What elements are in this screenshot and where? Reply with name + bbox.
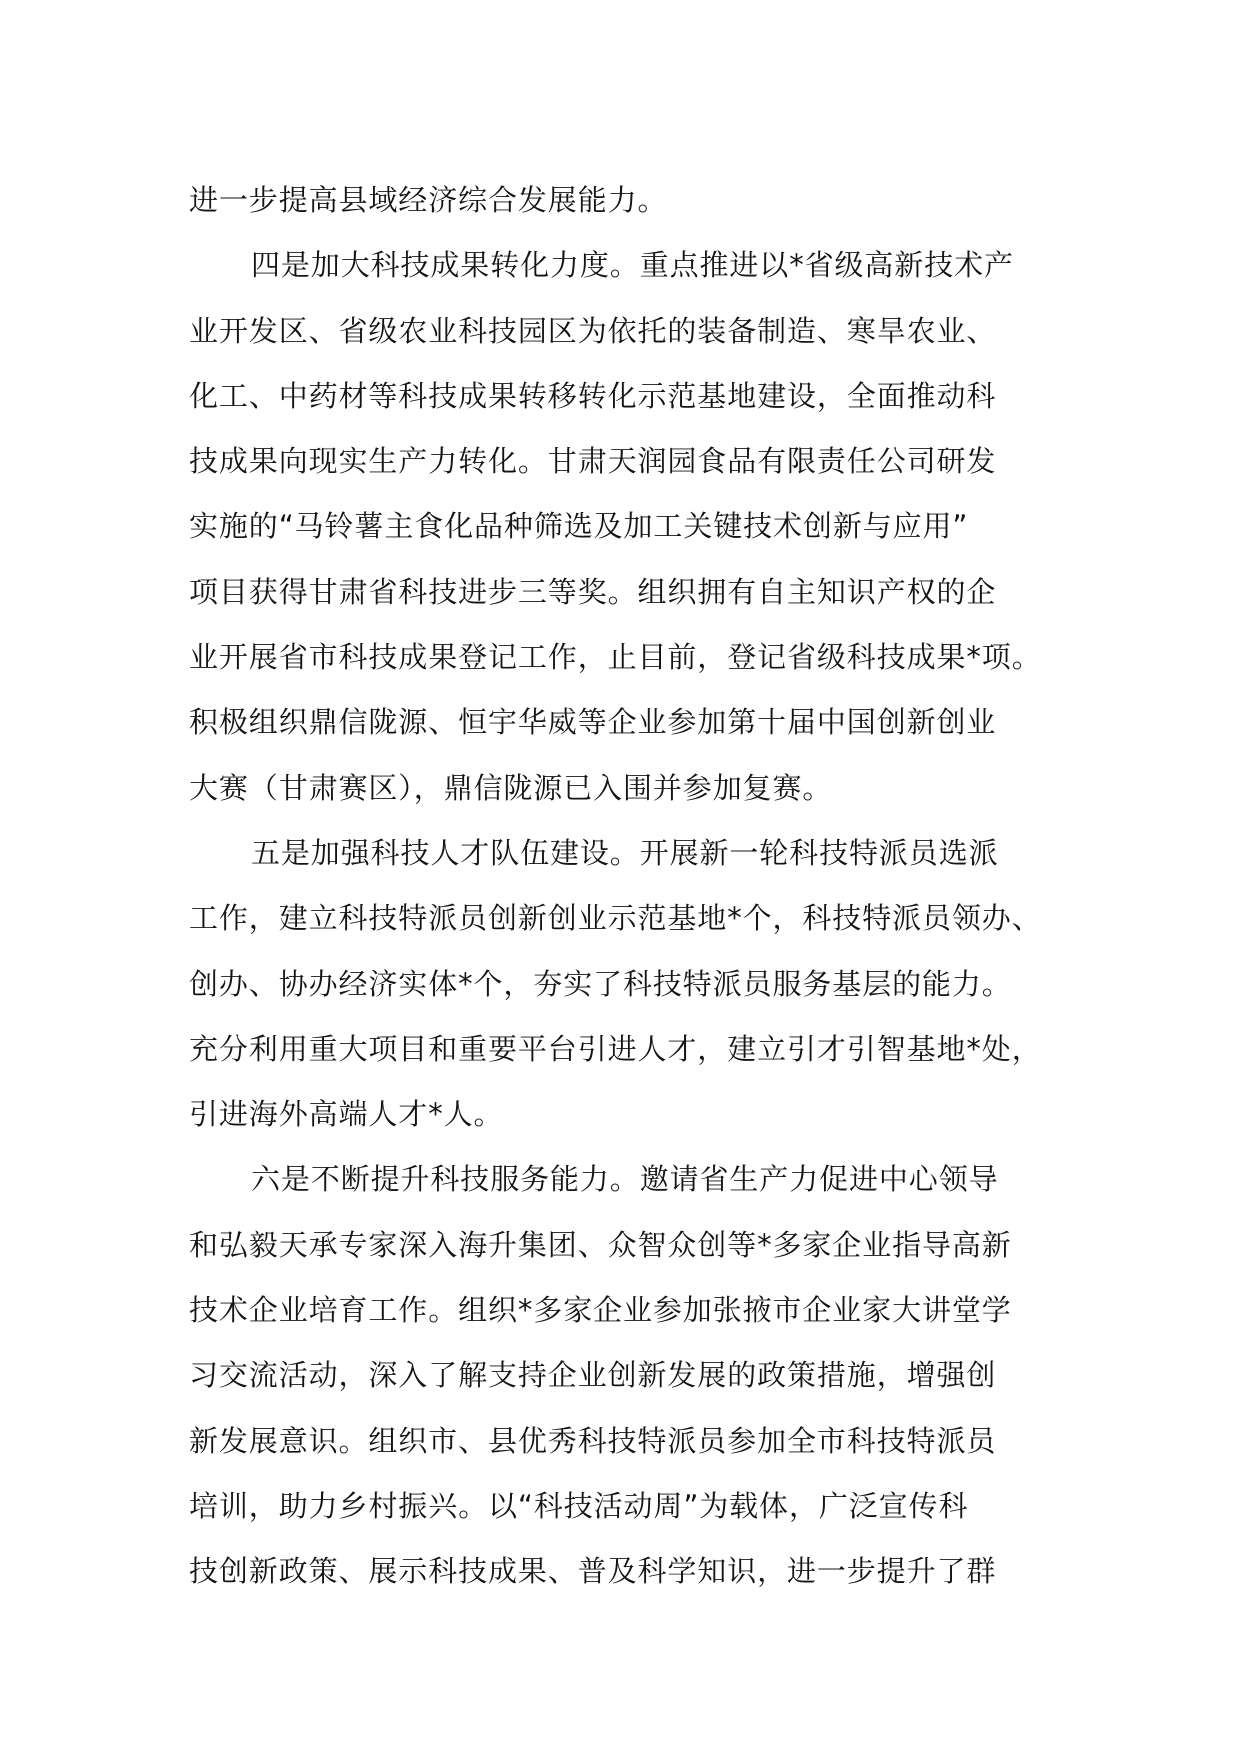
text-line: 实施的“马铃薯主食化品种筛选及加工关键技术创新与应用” bbox=[189, 509, 969, 544]
text-line: 进一步提高县域经济综合发展能力。 bbox=[189, 183, 668, 217]
paragraph-start-line: 五是加强科技人才队伍建设。开展新一轮科技特派员选派 bbox=[251, 835, 999, 870]
text-line: 技成果向现实生产力转化。甘肃天润园食品有限责任公司研发 bbox=[189, 444, 997, 479]
text-line: 充分利用重大项目和重要平台引进人才，建立引才引智基地*处， bbox=[189, 1031, 1042, 1066]
text-line: 创办、协办经济实体*个，夯实了科技特派员服务基层的能力。 bbox=[189, 966, 1012, 1001]
text-line: 技术企业培育工作。组织*多家企业参加张掖市企业家大讲堂学 bbox=[189, 1293, 1012, 1328]
paragraph-start-line: 六是不断提升科技服务能力。邀请省生产力促进中心领导 bbox=[251, 1162, 999, 1197]
text-line: 业开展省市科技成果登记工作，止目前，登记省级科技成果*项。 bbox=[189, 640, 1042, 675]
text-line: 新发展意识。组织市、县优秀科技特派员参加全市科技特派员 bbox=[189, 1423, 997, 1458]
text-line: 积极组织鼎信陇源、恒宇华威等企业参加第十届中国创新创业 bbox=[189, 705, 997, 740]
text-line: 业开发区、省级农业科技园区为依托的装备制造、寒旱农业、 bbox=[189, 313, 997, 348]
text-line: 大赛（甘肃赛区），鼎信陇源已入围并参加复赛。 bbox=[189, 770, 833, 805]
paragraph-start-line: 四是加大科技成果转化力度。重点推进以*省级高新技术产 bbox=[251, 248, 1014, 283]
text-line: 项目获得甘肃省科技进步三等奖。组织拥有自主知识产权的企 bbox=[189, 574, 997, 609]
text-line: 技创新政策、展示科技成果、普及科学知识，进一步提升了群 bbox=[189, 1554, 997, 1589]
text-line: 工作，建立科技特派员创新创业示范基地*个，科技特派员领办、 bbox=[189, 901, 1042, 936]
body-text bbox=[189, 168, 1089, 1605]
text-line: 和弘毅天承专家深入海升集团、众智众创等*多家企业指导高新 bbox=[189, 1227, 1012, 1262]
text-line: 培训，助力乡村振兴。以“科技活动周”为载体，广泛宣传科 bbox=[189, 1488, 969, 1523]
text-line: 化工、中药材等科技成果转移转化示范基地建设，全面推动科 bbox=[189, 378, 997, 413]
text-line: 引进海外高端人才*人。 bbox=[189, 1097, 504, 1132]
text-line: 习交流活动，深入了解支持企业创新发展的政策措施，增强创 bbox=[189, 1358, 997, 1393]
